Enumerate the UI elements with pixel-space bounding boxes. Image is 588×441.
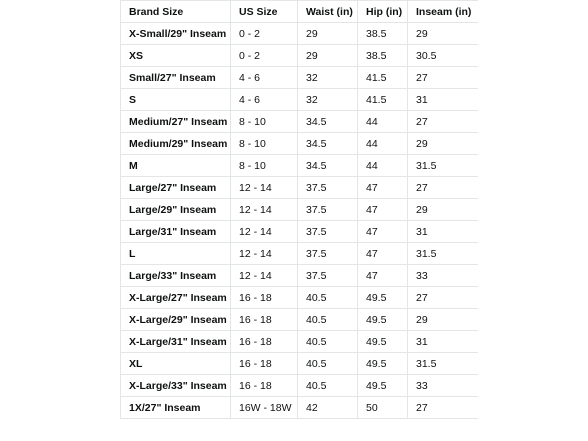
- cell-waist: 29: [298, 23, 358, 45]
- cell-hip: 49.5: [358, 331, 408, 353]
- table-row: [121, 243, 479, 265]
- cell-brand-size: X-Large/31" Inseam: [121, 331, 231, 353]
- cell-waist: 40.5: [298, 375, 358, 397]
- cell-us-size: 8 - 10: [231, 155, 298, 177]
- cell-waist: 37.5: [298, 265, 358, 287]
- table-row: [121, 265, 479, 287]
- cell-brand-size: XS: [121, 45, 231, 67]
- cell-inseam: 33: [408, 265, 479, 287]
- cell-brand-size: X-Small/29" Inseam: [121, 23, 231, 45]
- cell-us-size: 16W - 18W: [231, 397, 298, 419]
- cell-us-size: 16 - 18: [231, 353, 298, 375]
- cell-brand-size: Small/27" Inseam: [121, 67, 231, 89]
- cell-waist: 32: [298, 67, 358, 89]
- cell-brand-size: Medium/29" Inseam: [121, 133, 231, 155]
- table-row: [121, 67, 479, 89]
- size-chart-header: [121, 1, 479, 23]
- cell-hip: 47: [358, 177, 408, 199]
- table-row: [121, 199, 479, 221]
- cell-us-size: 12 - 14: [231, 243, 298, 265]
- cell-hip: 47: [358, 243, 408, 265]
- cell-brand-size: M: [121, 155, 231, 177]
- table-row: [121, 221, 479, 243]
- header-waist: Waist (in): [298, 1, 358, 23]
- table-row: [121, 133, 479, 155]
- cell-brand-size: XL: [121, 353, 231, 375]
- cell-inseam: 31.5: [408, 353, 479, 375]
- header-row: [121, 1, 479, 23]
- cell-us-size: 4 - 6: [231, 67, 298, 89]
- cell-waist: 32: [298, 89, 358, 111]
- table-row: [121, 45, 479, 67]
- cell-us-size: 16 - 18: [231, 287, 298, 309]
- table-row: [121, 375, 479, 397]
- header-inseam: Inseam (in): [408, 1, 479, 23]
- table-row: [121, 23, 479, 45]
- cell-brand-size: X-Large/33" Inseam: [121, 375, 231, 397]
- cell-hip: 41.5: [358, 67, 408, 89]
- cell-inseam: 31: [408, 331, 479, 353]
- cell-waist: 37.5: [298, 199, 358, 221]
- table-row: [121, 177, 479, 199]
- cell-inseam: 29: [408, 133, 479, 155]
- header-brand-size: Brand Size: [121, 1, 231, 23]
- cell-waist: 37.5: [298, 243, 358, 265]
- size-chart-frame: [120, 0, 478, 441]
- cell-hip: 44: [358, 111, 408, 133]
- cell-brand-size: Large/27" Inseam: [121, 177, 231, 199]
- cell-waist: 37.5: [298, 221, 358, 243]
- cell-waist: 40.5: [298, 353, 358, 375]
- cell-us-size: 16 - 18: [231, 309, 298, 331]
- cell-us-size: 12 - 14: [231, 265, 298, 287]
- cell-waist: 34.5: [298, 155, 358, 177]
- cell-hip: 38.5: [358, 45, 408, 67]
- cell-waist: 34.5: [298, 111, 358, 133]
- cell-hip: 47: [358, 265, 408, 287]
- cell-inseam: 27: [408, 111, 479, 133]
- table-row: [121, 353, 479, 375]
- cell-waist: 40.5: [298, 331, 358, 353]
- cell-inseam: 33: [408, 375, 479, 397]
- cell-us-size: 16 - 18: [231, 375, 298, 397]
- cell-waist: 34.5: [298, 133, 358, 155]
- cell-hip: 49.5: [358, 309, 408, 331]
- cell-us-size: 16 - 18: [231, 331, 298, 353]
- cell-hip: 49.5: [358, 375, 408, 397]
- cell-us-size: 4 - 6: [231, 89, 298, 111]
- table-row: [121, 331, 479, 353]
- cell-inseam: 31: [408, 89, 479, 111]
- cell-hip: 47: [358, 221, 408, 243]
- cell-hip: 44: [358, 155, 408, 177]
- size-chart-table: [120, 0, 478, 419]
- cell-inseam: 31.5: [408, 243, 479, 265]
- table-row: [121, 309, 479, 331]
- table-row: [121, 397, 479, 419]
- cell-us-size: 0 - 2: [231, 23, 298, 45]
- cell-inseam: 29: [408, 199, 479, 221]
- cell-brand-size: X-Large/29" Inseam: [121, 309, 231, 331]
- cell-brand-size: L: [121, 243, 231, 265]
- table-row: [121, 155, 479, 177]
- cell-inseam: 27: [408, 287, 479, 309]
- cell-hip: 44: [358, 133, 408, 155]
- cell-inseam: 29: [408, 309, 479, 331]
- cell-hip: 41.5: [358, 89, 408, 111]
- cell-brand-size: X-Large/27" Inseam: [121, 287, 231, 309]
- cell-inseam: 29: [408, 23, 479, 45]
- cell-hip: 50: [358, 397, 408, 419]
- cell-brand-size: Large/31" Inseam: [121, 221, 231, 243]
- header-us-size: US Size: [231, 1, 298, 23]
- cell-us-size: 8 - 10: [231, 133, 298, 155]
- cell-brand-size: Large/33" Inseam: [121, 265, 231, 287]
- cell-brand-size: Medium/27" Inseam: [121, 111, 231, 133]
- cell-inseam: 27: [408, 67, 479, 89]
- cell-us-size: 12 - 14: [231, 221, 298, 243]
- cell-waist: 29: [298, 45, 358, 67]
- cell-brand-size: 1X/27" Inseam: [121, 397, 231, 419]
- size-chart-body: [121, 23, 479, 419]
- cell-hip: 49.5: [358, 353, 408, 375]
- cell-brand-size: Large/29" Inseam: [121, 199, 231, 221]
- cell-hip: 49.5: [358, 287, 408, 309]
- table-row: [121, 111, 479, 133]
- header-hip: Hip (in): [358, 1, 408, 23]
- cell-waist: 42: [298, 397, 358, 419]
- cell-waist: 37.5: [298, 177, 358, 199]
- cell-us-size: 12 - 14: [231, 177, 298, 199]
- cell-waist: 40.5: [298, 287, 358, 309]
- cell-us-size: 12 - 14: [231, 199, 298, 221]
- cell-inseam: 27: [408, 397, 479, 419]
- table-row: [121, 287, 479, 309]
- cell-inseam: 31.5: [408, 155, 479, 177]
- table-row: [121, 89, 479, 111]
- cell-waist: 40.5: [298, 309, 358, 331]
- cell-us-size: 0 - 2: [231, 45, 298, 67]
- cell-inseam: 31: [408, 221, 479, 243]
- cell-hip: 38.5: [358, 23, 408, 45]
- cell-inseam: 30.5: [408, 45, 479, 67]
- cell-hip: 47: [358, 199, 408, 221]
- cell-brand-size: S: [121, 89, 231, 111]
- cell-us-size: 8 - 10: [231, 111, 298, 133]
- cell-inseam: 27: [408, 177, 479, 199]
